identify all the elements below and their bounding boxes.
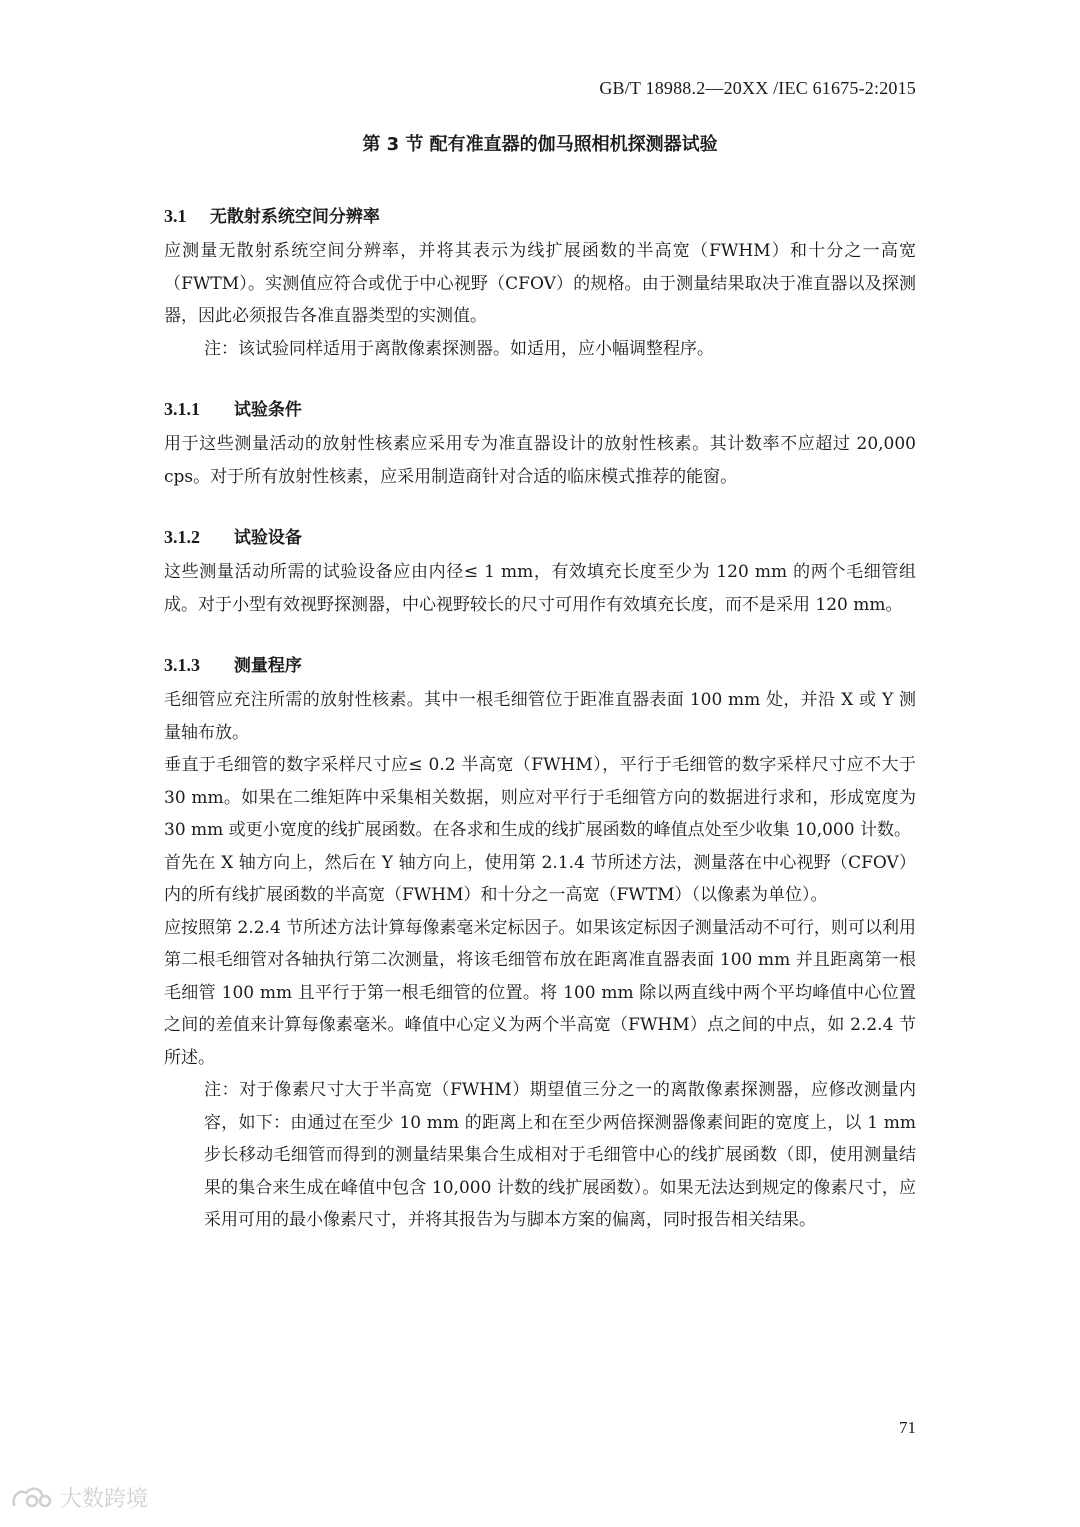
heading-text: 测量程序 <box>233 656 302 676</box>
heading-text: 无散射系统空间分辨率 <box>209 207 380 227</box>
note-paragraph: 注：该试验同样适用于离散像素探测器。如适用，应小幅调整程序。 <box>204 338 714 359</box>
heading-number: 3.1.1 <box>164 399 200 419</box>
heading-number: 3.1.2 <box>164 527 200 547</box>
heading-3-1-2 <box>164 521 916 554</box>
watermark-logo-icon <box>10 1485 54 1511</box>
page-number: 71 <box>899 1418 916 1437</box>
paragraph: 这些测量活动所需的试验设备应由内径≤ 1 mm，有效填充长度至少为 120 mm 的两个毛细管组成。对于小型有效视野探测器，中心视野较长的尺寸可用作有效填充长度，而不是采用 120 mm。 <box>164 562 916 615</box>
paragraph: 首先在 X 轴方向上，然后在 Y 轴方向上，使用第 2.1.4 节所述方法，测量落在中心视野（CFOV）内的所有线扩展函数的半高宽（FWHM）和十分之一高宽（FWTM）（以像素为单位）。 <box>164 852 916 905</box>
heading-3-1-1 <box>164 393 916 426</box>
paragraph: 用于这些测量活动的放射性核素应采用专为准直器设计的放射性核素。其计数率不应超过 20,000 cps。对于所有放射性核素，应采用制造商针对合适的临床模式推荐的能窗。 <box>164 434 916 487</box>
paragraph: 毛细管应充注所需的放射性核素。其中一根毛细管位于距准直器表面 100 mm 处，并沿 X 或 Y 测量轴布放。 <box>164 690 916 743</box>
watermark <box>10 1482 148 1513</box>
heading-number: 3.1 <box>164 206 187 226</box>
heading-text: 试验条件 <box>233 400 302 420</box>
heading-3-1 <box>164 200 916 233</box>
heading-number: 3.1.3 <box>164 655 200 675</box>
heading-text: 试验设备 <box>233 528 302 548</box>
note-paragraph: 注：对于像素尺寸大于半高宽（FWHM）期望值三分之一的离散像素探测器，应修改测量内容，如下：由通过在至少 10 mm 的距离上和在至少两倍探测器像素间距的宽度上，以 1 mm 步长移动毛细管而得到的测量结果集合生成相对于毛细管中心的线扩展函数（即，使用测量结果的集合来生成在峰值中包含 10,000 计数的线扩展函数）。如果无法达到规定的像素尺寸，应采用可用的最小像素尺寸，并将其报告为与脚本方案的偏离，同时报告相关结果。 <box>204 1080 916 1230</box>
paragraph: 垂直于毛细管的数字采样尺寸应≤ 0.2 半高宽（FWHM），平行于毛细管的数字采样尺寸应不大于 30 mm。如果在二维矩阵中采集相关数据，则应对平行于毛细管方向的数据进行求和，形成宽度为 30 mm 或更小宽度的线扩展函数。在各求和生成的线扩展函数的峰值点处至少收集 10,000 计数。 <box>164 755 916 840</box>
watermark-text: 大数跨境 <box>60 1487 149 1512</box>
paragraph: 应测量无散射系统空间分辨率，并将其表示为线扩展函数的半高宽（FWHM）和十分之一高宽（FWTM）。实测值应符合或优于中心视野（CFOV）的规格。由于测量结果取决于准直器以及探测器，因此必须报告各准直器类型的实测值。 <box>164 241 916 326</box>
heading-3-1-3 <box>164 649 916 682</box>
paragraph: 应按照第 2.2.4 节所述方法计算每像素毫米定标因子。如果该定标因子测量活动不可行，则可以利用第二根毛细管对各轴执行第二次测量，将该毛细管布放在距离准直器表面 100 mm 并且距离第一根毛细管 100 mm 且平行于第一根毛细管的位置。将 100 mm 除以两直线中两个平均峰值中心位置之间的差值来计算每像素毫米。峰值中心定义为两个半高宽（FWHM）点之间的中点，如 2.2.4 节所述。 <box>164 917 916 1068</box>
document-body <box>164 200 916 1237</box>
standard-number: GB/T 18988.2—20XX /IEC 61675-2:2015 <box>599 78 916 98</box>
section-title: 第 3 节 配有准直器的伽马照相机探测器试验 <box>362 134 718 155</box>
